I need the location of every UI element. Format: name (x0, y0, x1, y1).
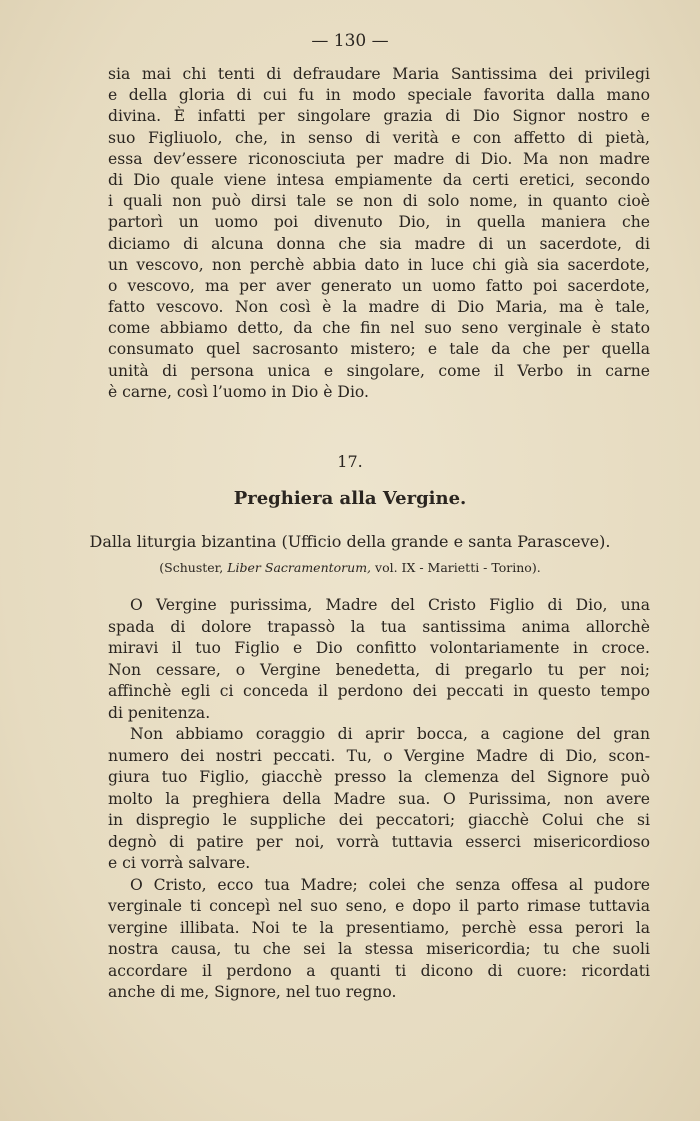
citation-pre: (Schuster, (159, 560, 228, 575)
text-line: molto la preghiera della Madre sua. O Purissima, non avere (108, 789, 650, 808)
text-line: o vescovo, ma per aver generato un uomo fatto poi sacerdote, (108, 276, 650, 295)
prayer-text (108, 595, 650, 1004)
citation-title: Liber Sacramentorum, (227, 560, 372, 575)
text-line: sia mai chi tenti di defraudare Maria Santissima dei privilegi (108, 65, 650, 83)
source-line: Dalla liturgia bizantina (Ufficio della grande e santa Parasceve). (89, 532, 611, 551)
text-line: spada di dolore trapassò la tua santissima anima allorchè (108, 617, 650, 636)
text-line: O Cristo, ecco tua Madre; colei che senza offesa al pudore (130, 875, 650, 894)
text-line: divina. È infatti per singolare grazia di Dio Signor nostro e (108, 107, 650, 126)
text-line: accordare il perdono a quanti ti dicono di cuore: ricordati (108, 961, 650, 980)
text-line: unità di persona unica e singolare, come il Verbo in carne (108, 361, 650, 380)
text-line: miravi il tuo Figlio e Dio confitto volontariamente in croce. (108, 639, 650, 657)
text-line: degnò di patire per noi, vorrà tuttavia esserci misericordioso (108, 832, 650, 851)
text-line: di penitenza. (108, 703, 211, 722)
text-line: i quali non può dirsi tale se non di solo nome, in quanto cioè (108, 192, 650, 211)
text-line: fatto vescovo. Non così è la madre di Dio Maria, ma è tale, (108, 298, 650, 317)
text-line: e della gloria di cui fu in modo speciale favorita dalla mano (108, 86, 650, 105)
text-line: e ci vorrà salvare. (108, 854, 251, 872)
text-line: partorì un uomo poi divenuto Dio, in quella maniera che (108, 213, 650, 232)
text-line: nostra causa, tu che sei la stessa misericordia; tu che suoli (108, 940, 650, 958)
text-line: un vescovo, non perchè abbia dato in luce chi già sia sacerdote, (108, 255, 650, 274)
citation (0, 560, 700, 575)
text-line: Non abbiamo coraggio di aprir bocca, a cagione del gran (130, 725, 650, 743)
text-line: O Vergine purissima, Madre del Cristo Figlio di Dio, una (130, 596, 650, 614)
text-line: come abbiamo detto, da che fin nel suo seno verginale è stato (108, 319, 650, 338)
text-line: numero dei nostri peccati. Tu, o Vergine Madre di Dio, scon- (108, 746, 650, 765)
text-line: in dispregio le suppliche dei peccatori; giacchè Colui che si (108, 811, 650, 829)
section-title: Preghiera alla Vergine. (233, 488, 467, 509)
page-number: — 130 — (311, 31, 389, 51)
text-line: verginale ti concepì nel suo seno, e dopo il parto rimase tuttavia (108, 897, 650, 915)
text-line: anche di me, Signore, nel tuo regno. (108, 983, 397, 1001)
text-line: Non cessare, o Vergine benedetta, di pregarlo tu per noi; (108, 660, 650, 679)
text-line: affinchè egli ci conceda il perdono dei peccati in questo tempo (108, 682, 650, 700)
text-line: giura tuo Figlio, giacchè presso la clemenza del Signore può (108, 768, 650, 786)
text-line: diciamo di alcuna donna che sia madre di un sacerdote, di (108, 234, 650, 253)
citation-post: vol. IX - Marietti - Torino). (371, 560, 541, 575)
text-line: di Dio quale viene intesa empiamente da certi eretici, secondo (108, 170, 650, 189)
text-line: essa dev’essere riconosciuta per madre di Dio. Ma non madre (108, 149, 650, 168)
section-number: 17. (337, 452, 363, 471)
paragraph-continuation (108, 64, 650, 403)
text-line: suo Figliuolo, che, in senso di verità e con affetto di pietà, (108, 128, 650, 147)
text-line: consumato quel sacrosanto mistero; e tale da che per quella (108, 340, 650, 359)
text-line: vergine illibata. Noi te la presentiamo, perchè essa perori la (108, 918, 650, 937)
text-line: è carne, così l’uomo in Dio è Dio. (108, 382, 369, 401)
